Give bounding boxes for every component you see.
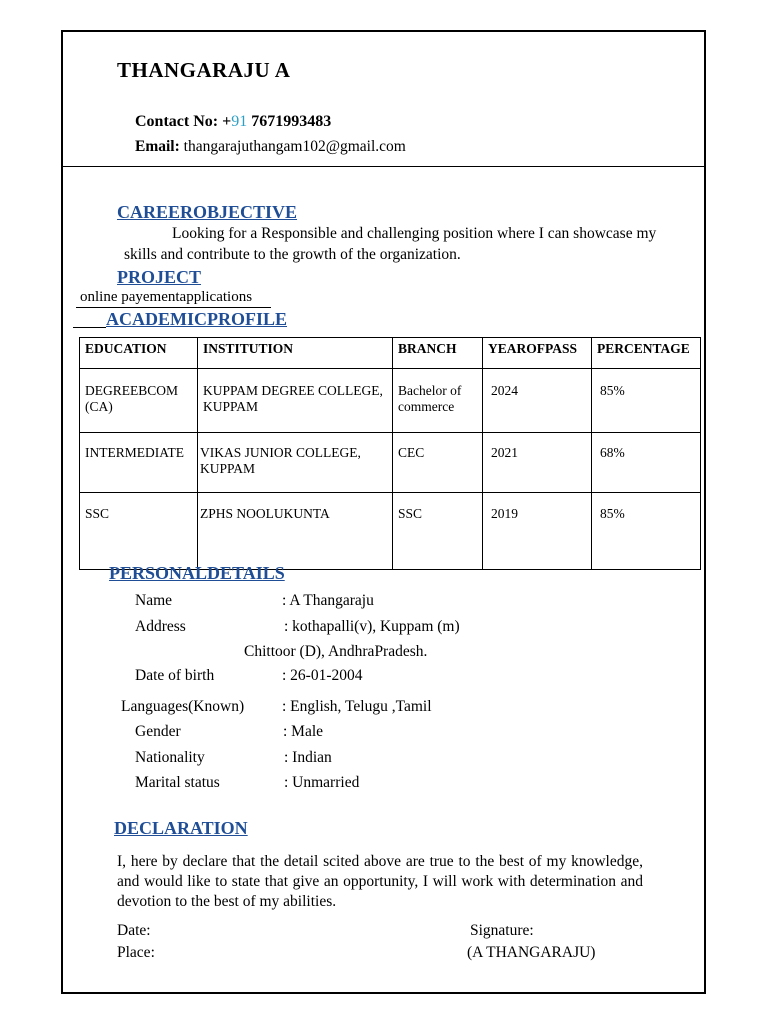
table-cell: VIKAS JUNIOR COLLEGE, KUPPAM — [198, 433, 393, 493]
table-cell: INTERMEDIATE — [80, 433, 198, 493]
column-header: INSTITUTION — [198, 338, 393, 369]
contact-label: Contact No: + — [135, 113, 232, 130]
table-row — [80, 433, 701, 493]
place-label: Place: — [117, 944, 155, 961]
name-label: Name — [135, 592, 173, 609]
contact-line — [135, 113, 331, 131]
table-cell: CEC — [393, 433, 483, 493]
table-cell: 85% — [592, 493, 701, 570]
marital-status-label: Marital status — [135, 774, 220, 791]
table-cell: KUPPAM DEGREE COLLEGE, KUPPAM — [198, 369, 393, 433]
declaration-text: I, here by declare that the detail scited above are true to the best of my knowledge, and would like to state that give an opportunity, I will work with determination and devotion to the best of my abilities. — [117, 853, 643, 910]
column-header: PERCENTAGE — [592, 338, 701, 369]
table-cell: 2021 — [483, 433, 592, 493]
table-cell: 2019 — [483, 493, 592, 570]
table-cell: SSC — [80, 493, 198, 570]
table-cell: 85% — [592, 369, 701, 433]
signature-name: (A THANGARAJU) — [467, 944, 596, 961]
languages-value: : English, Telugu ,Tamil — [282, 698, 432, 715]
nationality-value: : Indian — [284, 749, 332, 766]
dob-label: Date of birth — [135, 667, 215, 684]
dob-value: : 26-01-2004 — [282, 667, 363, 684]
academic-profile-heading: ACADEMICPROFILE — [106, 309, 288, 329]
email-line — [135, 138, 406, 156]
academic-heading-underline — [73, 327, 106, 328]
gender-value: : Male — [283, 723, 324, 740]
gender-label: Gender — [135, 723, 181, 740]
project-underline — [76, 307, 271, 308]
contact-number: 7671993483 — [247, 113, 332, 130]
signature-label: Signature: — [470, 922, 534, 939]
column-header: EDUCATION — [80, 338, 198, 369]
column-header: YEAROFPASS — [483, 338, 592, 369]
table-cell: 68% — [592, 433, 701, 493]
project-heading: PROJECT — [117, 267, 202, 287]
project-text: online payementapplications — [80, 289, 253, 305]
personal-details-heading: PERSONALDETAILS — [109, 563, 285, 583]
table-cell: 2024 — [483, 369, 592, 433]
table-row — [80, 493, 701, 570]
email-value: thangarajuthangam102@gmail.com — [179, 138, 406, 155]
address-value-line1: : kothapalli(v), Kuppam (m) — [284, 618, 460, 635]
table-cell: Bachelor of commerce — [393, 369, 483, 433]
table-row — [80, 369, 701, 433]
table-header-row — [80, 338, 701, 369]
career-objective-heading: CAREEROBJECTIVE — [117, 202, 298, 222]
academic-table — [79, 337, 701, 570]
email-label: Email: — [135, 138, 180, 155]
name-value: : A Thangaraju — [282, 592, 374, 609]
marital-status-value: : Unmarried — [284, 774, 360, 791]
declaration-heading: DECLARATION — [114, 818, 248, 838]
table-cell: DEGREEBCOM (CA) — [80, 369, 198, 433]
column-header: BRANCH — [393, 338, 483, 369]
address-value-line2: Chittoor (D), AndhraPradesh. — [244, 643, 428, 660]
header-divider — [61, 166, 706, 167]
project-item — [80, 289, 252, 306]
career-objective-text: Looking for a Responsible and challenging position where I can showcase my skills and contribute to the growth of the organization. — [124, 225, 657, 263]
table-cell: SSC — [393, 493, 483, 570]
nationality-label: Nationality — [135, 749, 205, 766]
languages-label: Languages(Known) — [121, 698, 245, 715]
candidate-name: THANGARAJU A — [117, 58, 291, 82]
contact-country-code: 91 — [231, 113, 248, 130]
table-cell: ZPHS NOOLUKUNTA — [198, 493, 393, 570]
address-label: Address — [135, 618, 186, 635]
date-label: Date: — [117, 922, 151, 939]
